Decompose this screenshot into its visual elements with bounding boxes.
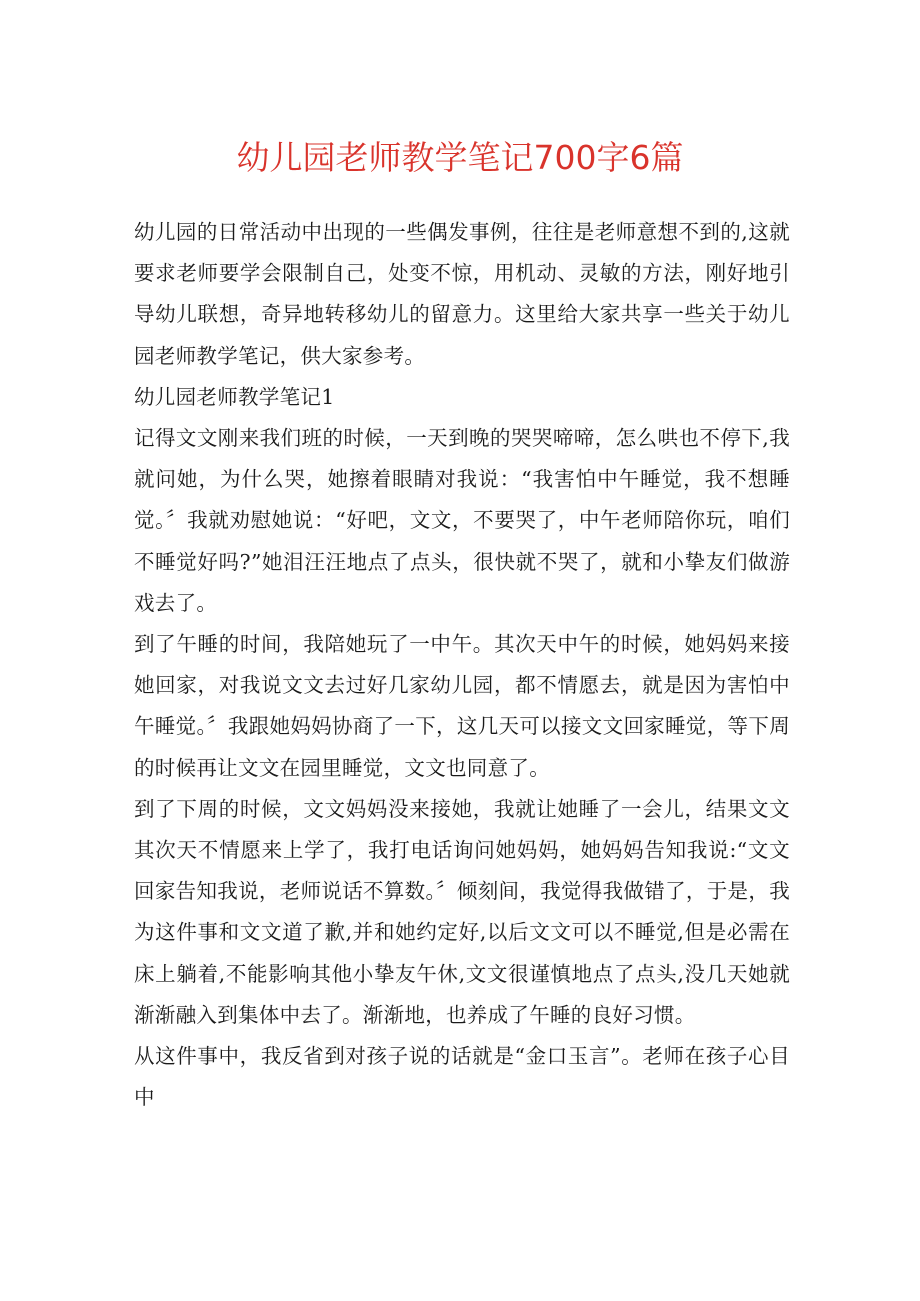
document-title: 幼儿园老师教学笔记700字6篇 (236, 138, 684, 177)
body-paragraph: 从这件事中，我反省到对孩子说的话就是“金口玉言”。老师在孩子心目中 (134, 1044, 790, 1110)
body-paragraph: 到了下周的时候，文文妈妈没来接她，我就让她睡了一会儿，结果文文其次天不情愿来上学了，我打电话询问她妈妈，她妈妈告知我说:“文文回家告知我说，老师说话不算数。〞倾刻间，我觉得我做错了，于是，我为这件事和文文道了歉,并和她约定好,以后文文可以不睡觉,但是必需在床上躺着,不能影响其他小挚友午休,文文很谨慎地点了点头,没几天她就渐渐融入到集体中去了。渐渐地，也养成了午睡的良好习惯。 (134, 796, 790, 1027)
body-paragraph: 到了午睡的时间，我陪她玩了一中午。其次天中午的时候，她妈妈来接她回家，对我说文文去过好几家幼儿园，都不情愿去，就是因为害怕中午睡觉。〞我跟她妈妈协商了一下，这几天可以接文文回家睡觉，等下周的时候再让文文在园里睡觉，文文也同意了。 (134, 632, 790, 780)
body-paragraph: 记得文文刚来我们班的时候，一天到晚的哭哭啼啼，怎么哄也不停下,我就问她，为什么哭，她擦着眼睛对我说：“我害怕中午睡觉，我不想睡觉。〞我就劝慰她说：“好吧，文文，不要哭了，中午老师陪你玩，咱们不睡觉好吗?”她泪汪汪地点了点头，很快就不哭了，就和小挚友们做游戏去了。 (134, 426, 790, 615)
intro-paragraph: 幼儿园的日常活动中出现的一些偶发事例，往往是老师意想不到的,这就要求老师要学会限制自己，处变不惊，用机动、灵敏的方法，刚好地引导幼儿联想，奇异地转移幼儿的留意力。这里给大家共享一些关于幼儿园老师教学笔记，供大家参考。 (134, 220, 790, 368)
section-heading: 幼儿园老师教学笔记1 (134, 384, 335, 409)
document-body (134, 212, 790, 1118)
